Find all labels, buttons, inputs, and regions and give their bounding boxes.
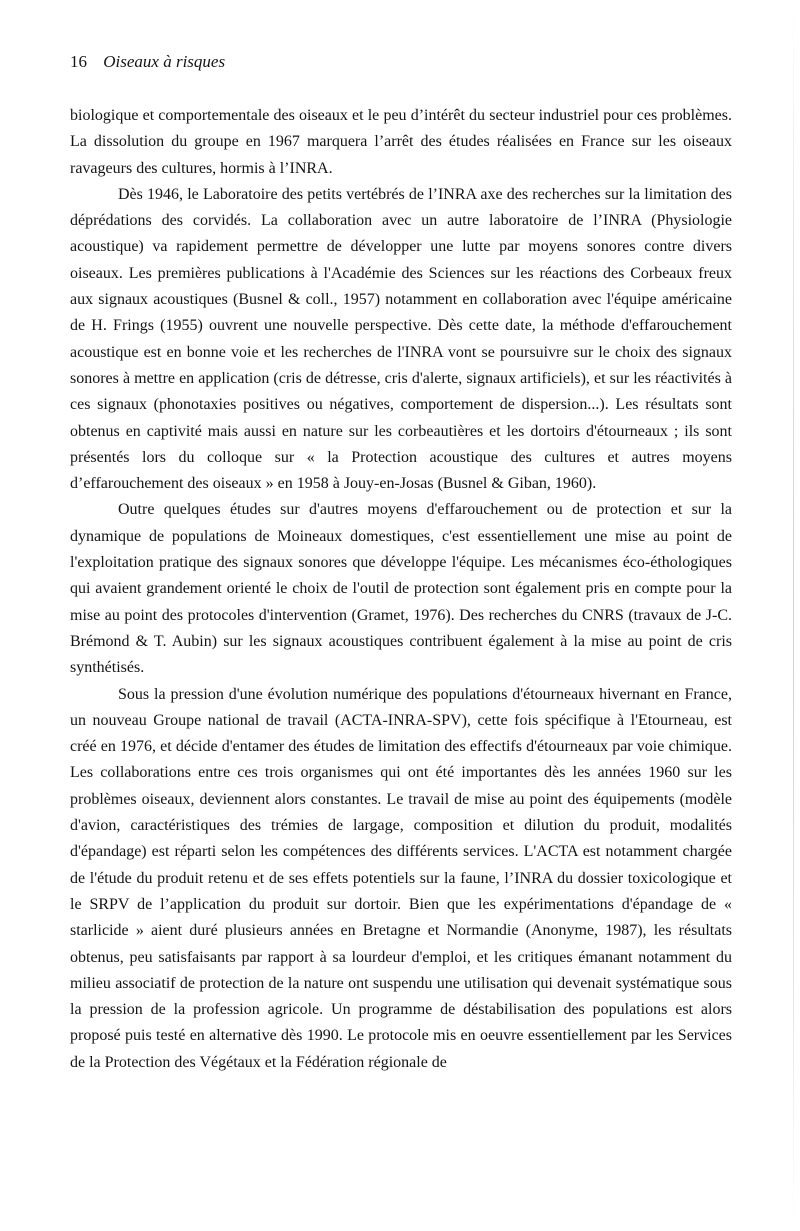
running-title: Oiseaux à risques: [103, 52, 226, 71]
paragraph-effarouchement: Outre quelques études sur d'autres moyens d'effarouchement ou de protection et sur la dynamique de populations de Moineaux domestiques, c'est essentiellement une mise au point de l'exploitation pratique des signaux sonores que développe l'équipe. Les mécanismes éco-éthologiques qui avaient grandement orienté le choix de l'outil de protection sont également pris en compte pour la mise au point des protocoles d'intervention (Gramet, 1976). Des recherches du CNRS (travaux de J-C. Brémond & T. Aubin) sur les signaux acoustiques contribuent également à la mise au point de cris synthétisés.: [70, 501, 732, 677]
paragraph-continuation: biologique et comportementale des oiseaux et le peu d’intérêt du secteur industriel pour ces problèmes. La dissolution du groupe en 1967 marquera l’arrêt des études réalisées en France sur les oiseaux ravageurs des cultures, hormis à l’INRA.: [70, 107, 732, 177]
page-number: 16: [70, 52, 87, 71]
paragraph-inra-1946: Dès 1946, le Laboratoire des petits vertébrés de l’INRA axe des recherches sur la limitation des déprédations des corvidés. La collaboration avec un autre laboratoire de l’INRA (Physiologie acoustique) va rapidement permettre de développer une lutte par moyens sonores contre divers oiseaux. Les premières publications à l'Académie des Sciences sur les réactions des Corbeaux freux aux signaux acoustiques (Busnel & coll., 1957) notamment en collaboration avec l'équipe américaine de H. Frings (1955) ouvrent une nouvelle perspective. Dès cette date, la méthode d'effarouchement acoustique est en bonne voie et les recherches de l'INRA vont se poursuivre sur le choix des signaux sonores à mettre en application (cris de détresse, cris d'alerte, signaux artificiels), et sur les réactivités à ces signaux (phonotaxies positives ou négatives, comportement de dispersion...). Les résultats sont obtenus en captivité mais aussi en nature sur les corbeautières et les dortoirs d'étourneaux ; ils sont présentés lors du colloque sur « la Protection acoustique des cultures et autres moyens d’effarouchement des oiseaux » en 1958 à Jouy-en-Josas (Busnel & Giban, 1960).: [70, 185, 732, 493]
paragraph-etourneaux: Sous la pression d'une évolution numérique des populations d'étourneaux hivernant en France, un nouveau Groupe national de travail (ACTA-INRA-SPV), cette fois spécifique à l'Etourneau, est créé en 1976, et décide d'entamer des études de limitation des effectifs d'étourneaux par voie chimique. Les collaborations entre ces trois organismes qui ont été importantes dès les années 1960 sur les problèmes oiseaux, deviennent alors constantes. Le travail de mise au point des équipements (modèle d'avion, caractéristiques des trémies de largage, composition et dilution du produit, modalités d'épandage) est réparti selon les compétences des différents services. L'ACTA est notamment chargée de l'étude du produit retenu et de ses effets potentiels sur la faune, l’INRA du dossier toxicologique et le SRPV de l’application du produit sur dortoir. Bien que les expérimentations d'épandage de « starlicide » aient duré plusieurs années en Bretagne et Normandie (Anonyme, 1987), les résultats obtenus, peu satisfaisants par rapport à sa lourdeur d'emploi, et les critiques émanant notamment du milieu associatif de protection de la nature ont suspendu une utilisation qui devenait systématique sous la pression de la profession agricole. Un programme de déstabilisation des populations est alors proposé puis testé en alternative dès 1990. Le protocole mis en oeuvre essentiellement par les Services de la Protection des Végétaux et la Fédération régionale de: [70, 685, 732, 1071]
running-header: [70, 52, 225, 72]
body-text: [70, 103, 732, 1076]
scan-edge-line: [793, 0, 794, 1231]
